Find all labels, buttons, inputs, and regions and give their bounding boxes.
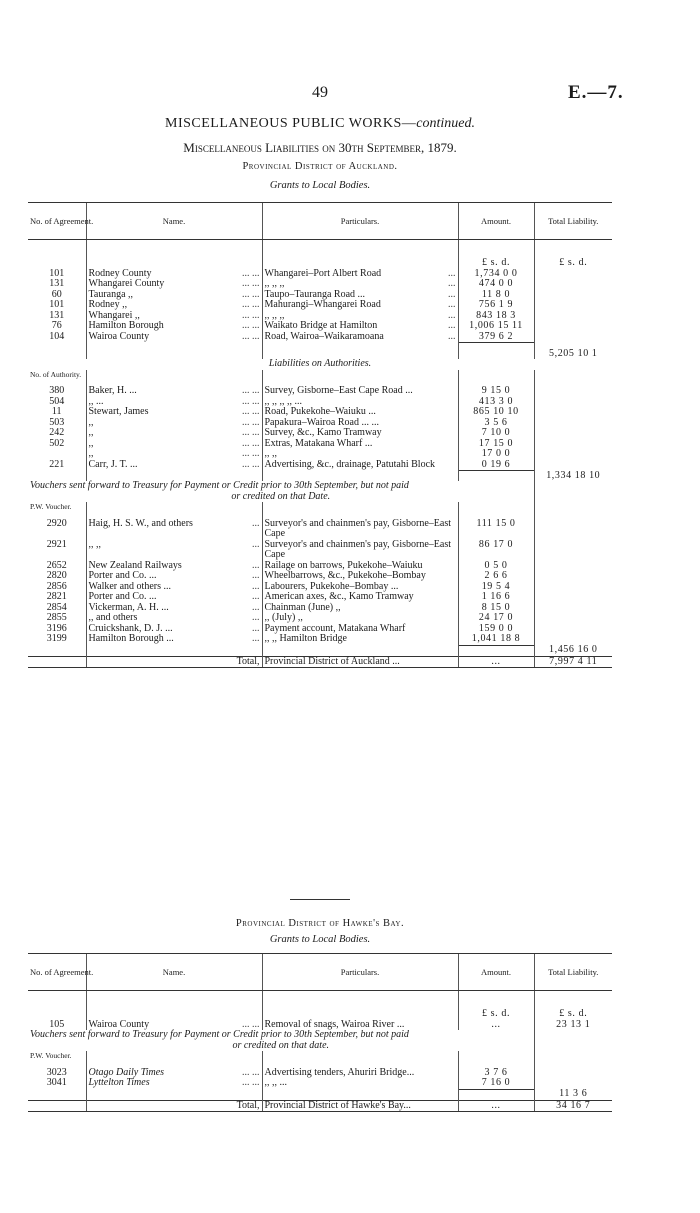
entry-name: Tauranga ,, xyxy=(88,288,134,300)
section-authorities xyxy=(28,359,612,370)
entry-number: 131 xyxy=(49,278,65,289)
entry-particulars: ,, ,, Hamilton Bridge xyxy=(264,633,347,644)
entry-number: 11 xyxy=(51,406,62,417)
leader-dots: ... ... xyxy=(242,330,260,342)
entry-particulars: ,, ,, ,, ,, ... xyxy=(264,395,302,407)
entry-number: 2821 xyxy=(46,591,67,602)
entry-particulars: Advertising, &c., drainage, Patutahi Block xyxy=(264,458,436,470)
entry-name: Rodney County xyxy=(88,267,152,279)
entry-amount: 111 15 0 xyxy=(476,517,516,529)
entry-amount: 1,734 0 0 xyxy=(474,267,518,279)
entry-number: 105 xyxy=(49,1018,65,1030)
auckland-vouchers xyxy=(28,519,612,646)
entry-particulars: ,, (July) ,, xyxy=(264,612,303,623)
col-name: Name. xyxy=(86,203,262,240)
entry-amount: 3 7 6 xyxy=(484,1066,508,1078)
entry-number: 131 xyxy=(49,309,65,321)
entry-name: Baker, H. ... xyxy=(88,385,137,396)
leader-dots: ... ... xyxy=(242,416,260,428)
total-amount-dots: ... xyxy=(458,656,534,668)
entry-amount: 379 6 2 xyxy=(478,330,514,342)
total-particulars: Provincial District of Auckland ... xyxy=(262,656,458,668)
entry-number: 76 xyxy=(51,320,62,331)
entry-name: ,, xyxy=(88,427,94,438)
grants-total-row xyxy=(28,343,612,360)
leader-dots: ... xyxy=(252,538,260,550)
entry-name: Haig, H. S. W., and others xyxy=(88,517,193,529)
entry-amount: 7 10 0 xyxy=(481,427,511,438)
authority-label: No. of Authority. xyxy=(30,369,82,379)
vouchers-heading-line2: or credited on that Date. xyxy=(231,490,331,502)
grant-row xyxy=(28,332,612,343)
entry-particulars: Payment account, Matakana Wharf xyxy=(264,622,406,634)
entry-name: Wairoa County xyxy=(88,1018,150,1030)
entry-amount: 474 0 0 xyxy=(478,278,514,289)
leader-dots: ... ... xyxy=(242,437,260,449)
entry-number: 3196 xyxy=(46,622,67,634)
total-particulars: Provincial District of Hawke's Bay... xyxy=(262,1100,458,1112)
document-subtitle: Miscellaneous Liabilities on 30th September, 1879. xyxy=(183,140,457,155)
entry-amount: 756 1 9 xyxy=(478,299,514,310)
leader-dots: ... xyxy=(252,580,260,592)
col-total: Total Liability. xyxy=(534,954,612,991)
entry-number: 504 xyxy=(49,395,65,407)
entry-particulars: Mahurangi–Whangarei Road xyxy=(264,299,381,310)
voucher-row xyxy=(28,634,612,645)
title-continued: continued. xyxy=(416,116,475,131)
entry-amount: 1 16 6 xyxy=(481,591,511,602)
vouchers-total: 11 3 6 xyxy=(534,1089,612,1100)
auckland-total-row xyxy=(28,656,612,668)
district-heading-auckland: Provincial District of Auckland. xyxy=(242,161,398,172)
entry-number: 2652 xyxy=(46,559,67,571)
voucher-row xyxy=(28,540,612,561)
col-particulars: Particulars. xyxy=(262,203,458,240)
currency-row xyxy=(28,240,612,269)
entry-particulars: Advertising tenders, Ahuriri Bridge... xyxy=(264,1066,415,1078)
col-amount: Amount. xyxy=(458,203,534,240)
entry-particulars: Railage on barrows, Pukekohe–Waiuku xyxy=(264,559,423,571)
leader-dots: ... ... xyxy=(242,309,260,321)
leader-dots: ... xyxy=(252,517,260,529)
entry-number: 2920 xyxy=(46,517,67,529)
entry-particulars: Road, Pukekohe–Waiuku ... xyxy=(264,406,376,417)
vouchers-heading-line1: Vouchers sent forward to Treasury for Payment or Credit prior to 30th September, but not paid xyxy=(30,480,409,491)
leader-dots: ... ... xyxy=(242,320,260,331)
col-amount: Amount. xyxy=(458,954,534,991)
leader-dots: ... ... xyxy=(242,385,260,396)
entry-amount: 413 3 0 xyxy=(478,395,514,407)
entry-name: ,, ,, xyxy=(88,538,101,550)
entry-name: Cruickshank, D. J. ... xyxy=(88,622,173,634)
entry-number: 101 xyxy=(49,267,65,279)
vouchers-heading-line2: or credited on that date. xyxy=(232,1039,330,1051)
leader-dots: ... ... xyxy=(242,299,260,310)
entry-particulars: Surveyor's and chainmen's pay, Gisborne–East Cape xyxy=(264,517,452,539)
leader-dots: ... ... xyxy=(242,406,260,417)
entry-name: Porter and Co. ... xyxy=(88,591,157,602)
entry-name: Whangarei County xyxy=(88,278,165,289)
leader-dots: ... xyxy=(448,320,456,331)
leader-dots: ... xyxy=(252,612,260,623)
authority-label-row xyxy=(28,370,612,387)
voucher-label-row xyxy=(28,502,612,519)
entry-particulars: Whangarei–Port Albert Road xyxy=(264,267,382,279)
entry-name: Vickerman, A. H. ... xyxy=(88,601,169,613)
entry-number: 2855 xyxy=(46,612,67,623)
entry-name: ,, xyxy=(88,448,94,459)
vouchers-heading-line1: Vouchers sent forward to Treasury for Payment or Credit prior to 30th September, but not paid xyxy=(30,1029,409,1040)
entry-amount: 1,041 18 8 xyxy=(471,633,521,644)
leader-dots: ... ... xyxy=(242,278,260,289)
entry-name: Walker and others ... xyxy=(88,580,171,592)
document-title xyxy=(0,116,640,132)
leader-dots: ... xyxy=(448,288,456,300)
entry-name: ,, and others xyxy=(88,612,138,623)
auckland-grants xyxy=(28,269,612,343)
leader-dots: ... xyxy=(448,299,456,310)
amount-currency: £ s. d. xyxy=(458,240,534,269)
entry-amount: 86 17 0 xyxy=(478,538,514,550)
entry-name: Whangarei ,, xyxy=(88,309,140,321)
entry-number: 3023 xyxy=(46,1066,67,1078)
entry-particulars: ,, ,, ... xyxy=(264,1077,287,1088)
entry-amount: 2 6 6 xyxy=(484,570,508,581)
entry-particulars: Wheelbarrows, &c., Pukekohe–Bombay xyxy=(264,570,426,581)
amount-currency: £ s. d. xyxy=(458,991,534,1020)
entry-amount: 17 15 0 xyxy=(478,437,514,449)
hawkes-bay-grand-total: 34 16 7 xyxy=(534,1100,612,1112)
table-header xyxy=(28,203,612,240)
col-agreement: No. of Agreement. xyxy=(28,954,86,991)
total-amount-dots: ... xyxy=(458,1100,534,1112)
entry-number: 101 xyxy=(49,299,65,310)
entry-amount: 865 10 10 xyxy=(473,406,519,417)
entry-particulars: ,, ,, ,, xyxy=(264,278,285,289)
entry-name: ,, ... xyxy=(88,395,104,407)
entry-particulars: Taupo–Tauranga Road ... xyxy=(264,288,366,300)
authorities-heading: Liabilities on Authorities. xyxy=(268,358,372,369)
entry-number: 380 xyxy=(49,385,65,396)
voucher-row xyxy=(28,1078,612,1089)
entry-particulars: Survey, &c., Kamo Tramway xyxy=(264,427,382,438)
entry-name: Rodney ,, xyxy=(88,299,128,310)
entry-amount: 17 0 0 xyxy=(481,448,511,459)
leader-dots: ... ... xyxy=(242,1077,260,1088)
auckland-grand-total: 7,997 4 11 xyxy=(534,656,612,668)
entry-amount: 9 15 0 xyxy=(481,385,511,396)
entry-particulars: American axes, &c., Kamo Tramway xyxy=(264,591,414,602)
entry-particulars: Chainman (June) ,, xyxy=(264,601,341,613)
vouchers-heading xyxy=(28,1030,534,1051)
authority-row xyxy=(28,386,612,397)
grants-heading-auckland: Grants to Local Bodies. xyxy=(269,180,371,191)
entry-number: 2856 xyxy=(46,580,67,592)
col-agreement: No. of Agreement. xyxy=(28,203,86,240)
entry-number: 2820 xyxy=(46,570,67,581)
entry-number: 2854 xyxy=(46,601,67,613)
entry-number: 242 xyxy=(49,427,65,438)
entry-name: Carr, J. T. ... xyxy=(88,458,138,470)
grants-total: 5,205 10 1 xyxy=(534,343,612,360)
leader-dots: ... xyxy=(448,330,456,342)
entry-number: 503 xyxy=(49,416,65,428)
entry-name: Porter and Co. ... xyxy=(88,570,157,581)
page-number: 49 xyxy=(312,84,328,101)
section-vouchers xyxy=(28,481,612,502)
entry-number: 221 xyxy=(49,458,65,470)
entry-name: ,, xyxy=(88,437,94,449)
entry-name: Hamilton Borough xyxy=(88,320,164,331)
entry-amount: ... xyxy=(491,1018,501,1030)
entry-amount: 0 5 0 xyxy=(484,559,508,571)
entry-name: Stewart, James xyxy=(88,406,149,417)
section-vouchers xyxy=(28,1030,612,1051)
entry-amount: 0 19 6 xyxy=(481,458,511,470)
leader-dots: ... xyxy=(448,278,456,289)
authority-row xyxy=(28,460,612,471)
entry-particulars: Surveyor's and chainmen's pay, Gisborne–East Cape xyxy=(264,538,452,560)
total-currency: £ s. d. xyxy=(534,240,612,269)
voucher-label: P.W. Voucher. xyxy=(30,1051,72,1060)
entry-number: 502 xyxy=(49,437,65,449)
entry-amount: 3 5 6 xyxy=(484,416,508,428)
section-divider xyxy=(290,899,350,900)
auckland-ledger-table xyxy=(28,202,612,668)
page-reference: E.—7. xyxy=(568,82,624,103)
entry-particulars: Labourers, Pukekohe–Bombay ... xyxy=(264,580,399,592)
entry-particulars: Removal of snags, Wairoa River ... xyxy=(264,1018,405,1030)
entry-particulars: Survey, Gisborne–East Cape Road ... xyxy=(264,385,413,396)
leader-dots: ... ... xyxy=(242,1066,260,1078)
entry-particulars: Waikato Bridge at Hamilton xyxy=(264,320,378,331)
hawkes-bay-vouchers xyxy=(28,1068,612,1090)
total-label: Total, xyxy=(86,1100,262,1112)
hawkes-bay-total-row xyxy=(28,1100,612,1112)
leader-dots: ... xyxy=(252,601,260,613)
entry-number: 3041 xyxy=(46,1077,67,1088)
leader-dots: ... ... xyxy=(242,267,260,279)
entry-name: Otago Daily Times xyxy=(88,1066,165,1078)
grants-heading-hawkes-bay: Grants to Local Bodies. xyxy=(269,934,371,945)
entry-name: Hamilton Borough ... xyxy=(88,633,174,644)
vouchers-total-row xyxy=(28,645,612,656)
entry-particulars: Extras, Matakana Wharf ... xyxy=(264,437,373,449)
entry-amount: 159 0 0 xyxy=(478,622,514,634)
vouchers-heading xyxy=(28,481,534,502)
district-heading-hawkes-bay: Provincial District of Hawke's Bay. xyxy=(235,918,405,929)
vouchers-total: 1,456 16 0 xyxy=(534,645,612,656)
leader-dots: ... ... xyxy=(242,427,260,438)
entry-particulars: ,, ,, xyxy=(264,448,277,459)
leader-dots: ... ... xyxy=(242,1018,260,1030)
entry-amount: 11 8 0 xyxy=(481,288,511,300)
voucher-label-row xyxy=(28,1051,612,1068)
entry-amount: 8 15 0 xyxy=(481,601,511,613)
entry-amount: 7 16 0 xyxy=(481,1077,511,1088)
entry-amount: 1,006 15 11 xyxy=(469,320,523,331)
entry-particulars: Papakura–Wairoa Road ... ... xyxy=(264,416,379,428)
entry-amount: 19 5 4 xyxy=(481,580,511,592)
col-total: Total Liability. xyxy=(534,203,612,240)
col-name: Name. xyxy=(86,954,262,991)
entry-number: 60 xyxy=(51,288,62,300)
hawkes-bay-ledger-table xyxy=(28,953,612,1112)
authority-row xyxy=(28,439,612,450)
leader-dots: ... ... xyxy=(242,448,260,459)
title-main: MISCELLANEOUS PUBLIC WORKS— xyxy=(165,116,417,131)
currency-row xyxy=(28,991,612,1020)
total-currency: £ s. d. xyxy=(534,991,612,1020)
voucher-row xyxy=(28,519,612,540)
leader-dots: ... ... xyxy=(242,458,260,470)
entry-particulars: ,, ,, ,, xyxy=(264,309,285,321)
entry-particulars: Road, Wairoa–Waikaramoana xyxy=(264,330,384,342)
total-label: Total, xyxy=(86,656,262,668)
voucher-label: P.W. Voucher. xyxy=(30,502,72,511)
leader-dots: ... ... xyxy=(242,395,260,407)
leader-dots: ... xyxy=(252,622,260,634)
leader-dots: ... xyxy=(448,267,456,279)
entry-total: 23 13 1 xyxy=(556,1018,591,1030)
vouchers-total-row xyxy=(28,1089,612,1100)
entry-name: New Zealand Railways xyxy=(88,559,182,571)
entry-name: ,, xyxy=(88,416,94,428)
leader-dots: ... xyxy=(252,591,260,602)
col-particulars: Particulars. xyxy=(262,954,458,991)
auckland-authorities xyxy=(28,386,612,471)
leader-dots: ... ... xyxy=(242,288,260,300)
entry-name: Wairoa County xyxy=(88,330,150,342)
table-header xyxy=(28,954,612,991)
entry-number: 3199 xyxy=(46,633,67,644)
entry-amount: 24 17 0 xyxy=(478,612,514,623)
entry-number: 2921 xyxy=(46,538,67,550)
leader-dots: ... xyxy=(252,559,260,571)
leader-dots: ... xyxy=(448,309,456,321)
authorities-total: 1,334 18 10 xyxy=(534,471,612,482)
leader-dots: ... xyxy=(252,633,260,644)
leader-dots: ... xyxy=(252,570,260,581)
entry-number: 104 xyxy=(49,330,65,342)
entry-name: Lyttelton Times xyxy=(88,1077,150,1088)
entry-amount: 843 18 3 xyxy=(476,309,516,321)
